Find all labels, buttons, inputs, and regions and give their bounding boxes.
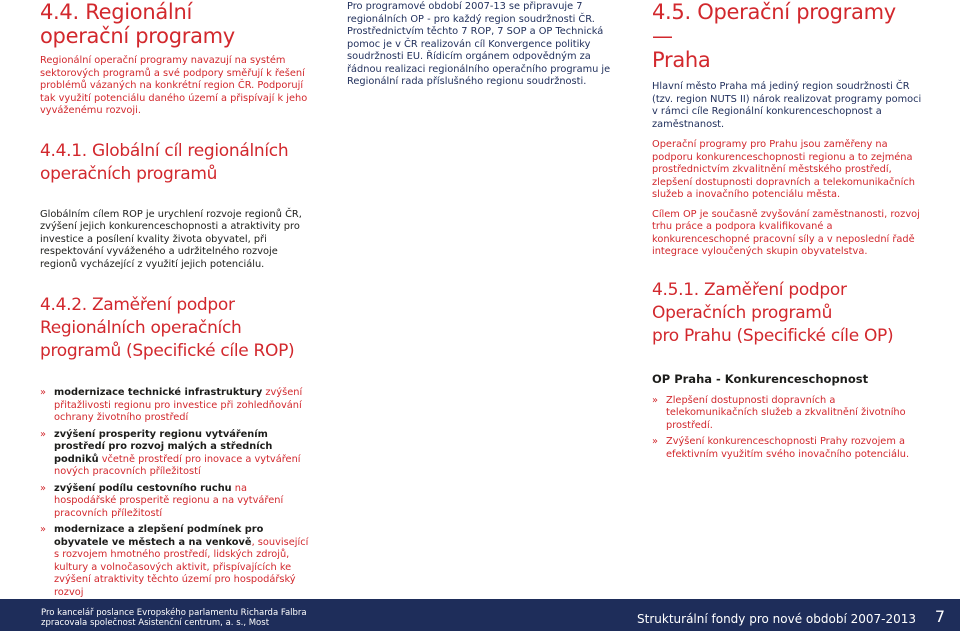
list-item: » Zvýšení konkurenceschopnosti Prahy rozvojem a efektivním využitím svého inovačního potenciálu. [652,436,910,460]
right-column [652,0,922,465]
footer-credit: Pro kancelář poslance Evropského parlamentu Richarda Falbra zpracovala společnost Asistenční centrum, a. s., Most [41,608,307,628]
middle-column [347,1,622,89]
list-item: » Zlepšení dostupnosti dopravních a telekomunikačních služeb a zkvalitnění životního prostředí. [652,394,906,431]
rop-period-text: Pro programové období 2007-13 se připravuje 7 regionálních OP - pro každý region soudržnosti ČR. Prostřednictvím těchto 7 ROP, 7 SOP a OP Technická pomoc je v ČR realizován cíl Konvergence politiky soudržnosti EU. Řídicím orgánem odpovědným za řádnou realizaci regionálního operačního programu je Regionální rada příslušného regionu soudržnosti. [347,1,611,87]
footer-series-title: Strukturální fondy pro nové období 2007-2013 [637,612,916,626]
section-heading-4-4: 4.4. Regionální operační programy [40,0,235,48]
prague-paragraph-1: Operační programy pro Prahu jsou zaměřeny na podporu konkurenceschopnosti regionu a to zejména prostřednictvím zkvalitnění městského prostředí, zlepšení dostupnosti dopravních a telekomunikačních služeb a inovačního potenciálu města. [652,139,915,200]
op-prague-goals-list [652,395,922,462]
list-item: » zvýšení podílu cestovního ruchu na hospodářské prosperitě regionu a na vytváření pracovních příležitostí [40,482,284,519]
bullet-mark: » [652,394,658,406]
subheading-4-4-1: 4.4.1. Globální cíl regionálních operačních programů [40,140,289,184]
bullet-mark: » [40,482,46,494]
bullet-mark: » [40,524,46,535]
subheading-4-5-1: 4.5.1. Zaměření podpor Operačních programů pro Prahu (Specifické cíle OP) [652,279,894,346]
bullet-mark: » [652,436,658,447]
page-number: 7 [934,607,945,626]
page-footer [0,599,960,631]
subheading-4-4-2: 4.4.2. Zaměření podpor Regionálních operačních programů (Specifické cíle ROP) [40,295,295,361]
list-item: » modernizace a zlepšení podmínek pro obyvatele ve městech a na venkově, související s rozvojem hmotného prostředí, lidských zdrojů, kultury a volnočasových aktivit, přispívajících ke zvýšení atraktivity těchto území pro hospodářský rozvoj [40,524,309,598]
section-heading-4-5: 4.5. Operační programy — Praha [652,0,896,72]
op-prague-title: OP Praha - Konkurenceschopnost [652,371,869,386]
list-item: » modernizace technické infrastruktury zvýšení přitažlivosti regionu pro investice při zohledňování ochrany životního prostředí [40,387,303,423]
list-item: » zvýšení prosperity regionu vytvářením prostředí pro rozvoj malých a středních podniků včetně prostředí pro inovace a vytváření nových pracovních příležitostí [40,428,301,477]
section-intro: Regionální operační programy navazují na systém sektorových programů a své podpory směřují k řešení problémů vázaných na konkrétní region ČR. Podporují tak využití potenciálu daného území a přispívají k jeho vyváženému rozvoji. [40,55,308,116]
global-goal-text: Globálním cílem ROP je urychlení rozvoje regionů ČR, zvýšení jejich konkurenceschopnosti a atraktivity pro investice a posílení kvality života obyvatel, při respektování vyváženého a udržitelného rozvoje regionů vycházející z využití jejich potenciálu. [40,208,302,270]
prague-paragraph-2: Cílem OP je současně zvyšování zaměstnanosti, rozvoj trhu práce a podpora kvalifikované a konkurenceschopné pracovní síly a v neposlední řadě integrace vyloučených skupin obyvatelstva. [652,208,920,257]
bullet-mark: » [40,387,46,398]
left-column [40,0,310,603]
rop-goals-list [40,387,310,599]
bullet-mark: » [40,428,46,440]
prague-intro: Hlavní město Praha má jediný region soudržnosti ČR (tzv. region NUTS II) nárok realizovat programy pomoci v rámci cíle Regionální konkurenceschopnost a zaměstnanost. [652,81,922,130]
